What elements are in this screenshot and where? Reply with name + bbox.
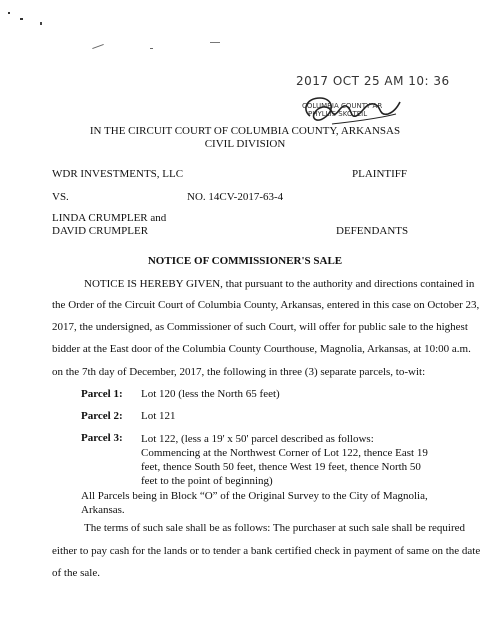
parcel-2-text: Lot 121: [141, 410, 176, 422]
notice-title: NOTICE OF COMMISSIONER'S SALE: [147, 255, 343, 267]
notice-line: on the 7th day of December, 2017, the following in three (3) separate parcels, to-wit:: [52, 366, 426, 378]
notice-line: 2017, the undersigned, as Commissioner of such Court, will offer for public sale to the highest: [52, 321, 468, 333]
all-parcels-line: All Parcels being in Block “O” of the Original Survey to the City of Magnolia,: [81, 490, 428, 502]
case-number: NO. 14CV-2017-63-4: [187, 191, 284, 203]
stamp-clerk: PHYLLIS SKOTEIL: [308, 110, 368, 118]
plaintiff-name: WDR INVESTMENTS, LLC: [52, 168, 184, 180]
court-division: CIVIL DIVISION: [204, 138, 286, 150]
defendant-1: LINDA CRUMPLER and: [52, 212, 167, 224]
all-parcels-paragraph: [81, 489, 428, 517]
notice-line: bidder at the East door of the Columbia County Courthouse, Magnolia, Arkansas, at 10:00 a.m.: [52, 343, 471, 355]
defendants-label: DEFENDANTS: [336, 225, 409, 237]
scan-speck: [20, 18, 23, 20]
stamp-date-time: 2017 OCT 25 AM 10: 36: [296, 74, 450, 88]
court-name: IN THE CIRCUIT COURT OF COLUMBIA COUNTY, ARKANSAS: [89, 125, 401, 137]
notice-line: NOTICE IS HEREBY GIVEN, that pursuant to the authority and directions contained in: [84, 278, 475, 290]
scan-mark: [210, 42, 220, 43]
scan-mark: [150, 48, 153, 49]
terms-line: of the sale.: [52, 567, 100, 579]
scan-speck: [40, 22, 42, 25]
parcel-3-line: Commencing at the Northwest Corner of Lot 122, thence East 19: [141, 447, 428, 459]
stamp-county: COLUMBIA COUNTY AR: [302, 102, 383, 110]
parcel-3-description: [141, 432, 441, 488]
parcel-1-text: Lot 120 (less the North 65 feet): [141, 388, 280, 400]
parcel-3-line: feet to the point of beginning): [141, 475, 273, 487]
versus: VS.: [52, 191, 69, 203]
parcel-3-line: feet, thence South 50 feet, thence West 19 feet, thence North 50: [141, 461, 421, 473]
defendant-2: DAVID CRUMPLER: [52, 225, 149, 237]
all-parcels-line: Arkansas.: [81, 504, 125, 516]
file-stamp: [292, 74, 450, 130]
scan-speck: [8, 12, 10, 14]
parcel-1-label: Parcel 1:: [81, 388, 123, 400]
plaintiff-label: PLAINTIFF: [352, 168, 408, 180]
terms-line: The terms of such sale shall be as follows: The purchaser at such sale shall be required: [84, 522, 466, 534]
notice-line: the Order of the Circuit Court of Columbia County, Arkansas, entered in this case on October 23,: [52, 299, 480, 311]
parcel-3-label: Parcel 3:: [81, 432, 123, 444]
scan-mark: [92, 44, 104, 49]
terms-line: either to pay cash for the lands or to tender a bank certified check in payment of same on the date: [52, 545, 481, 557]
parcel-2-label: Parcel 2:: [81, 410, 123, 422]
parcel-3-line: Lot 122, (less a 19' x 50' parcel described as follows:: [141, 433, 374, 445]
